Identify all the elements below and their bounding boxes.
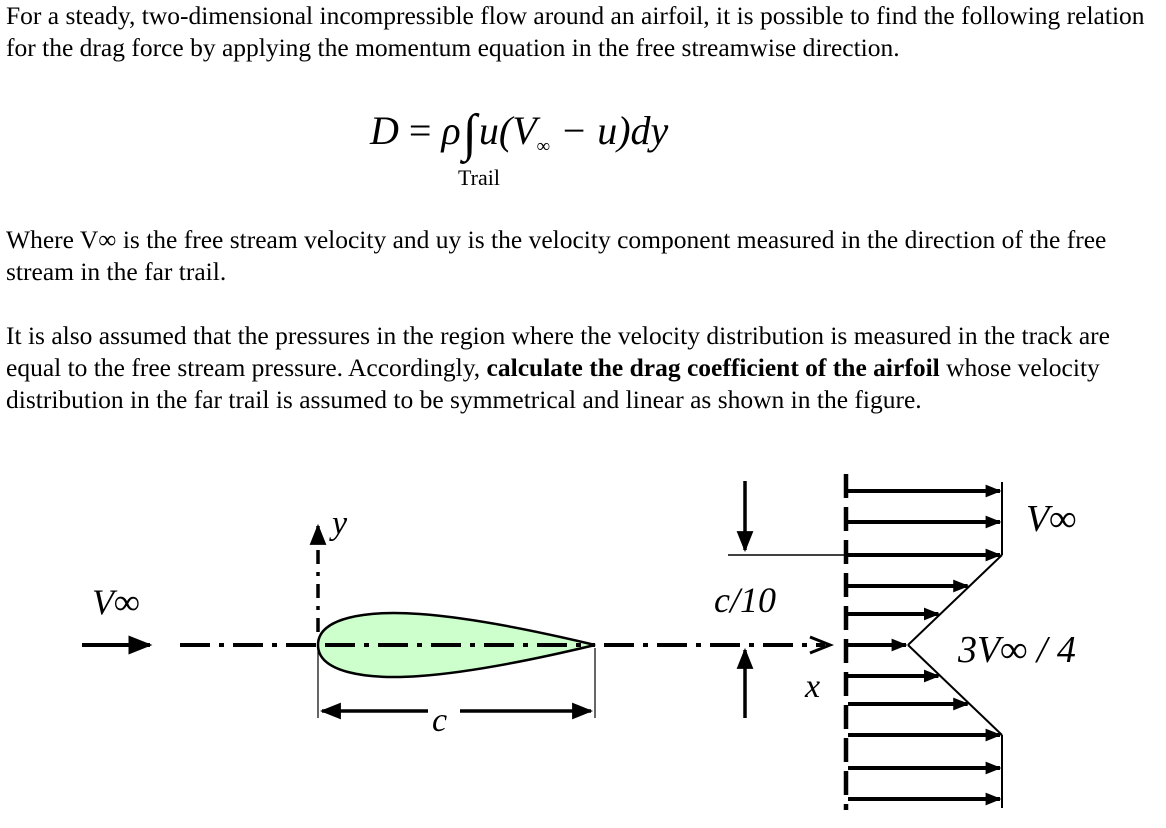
airfoil-wake-figure xyxy=(0,470,1166,828)
c10-label: c/10 xyxy=(714,580,776,620)
definition-paragraph: Where V∞ is the free stream velocity and uy is the velocity component measured in the direction of the free stream in the far trail. xyxy=(6,225,1107,286)
drag-equation xyxy=(370,104,668,163)
equation-rho: ρ xyxy=(441,108,461,153)
task-paragraph xyxy=(6,320,1164,416)
wake-velocity-label: 3V∞ / 4 xyxy=(958,629,1076,671)
task-text-bold: calculate the drag coefficient of the airfoil xyxy=(486,353,940,382)
task-text-start: It is also assumed that the pressures in the region where the velocity distribution is measured in the track are equal to the free stream pressure. Accordingly, xyxy=(6,321,1110,382)
equation-equals: = xyxy=(398,108,442,153)
y-axis-label: y xyxy=(332,505,348,542)
intro-paragraph: For a steady, two-dimensional incompressible flow around an airfoil, it is possible to find the following relation for the drag force by applying the momentum equation in the free streamwise direction. xyxy=(6,1,1145,62)
integral-sign: ∫ xyxy=(462,105,477,162)
chord-label: c xyxy=(432,702,448,739)
v-inf-left-label: V∞ xyxy=(92,582,140,622)
equation-subscript: ∞ xyxy=(536,136,551,157)
x-axis-label: x xyxy=(805,668,821,705)
v-inf-right-label: V∞ xyxy=(1026,498,1077,540)
equation-lhs: D xyxy=(370,108,399,153)
equation-body-b: − u)dy xyxy=(550,108,669,153)
integral-limit: Trail xyxy=(458,165,500,190)
task-text-end: whose velocity distribution in the far trail is assumed to be symmetrical and linear as shown in the figure. xyxy=(6,353,1100,414)
equation-body-a: u(V xyxy=(478,108,537,153)
